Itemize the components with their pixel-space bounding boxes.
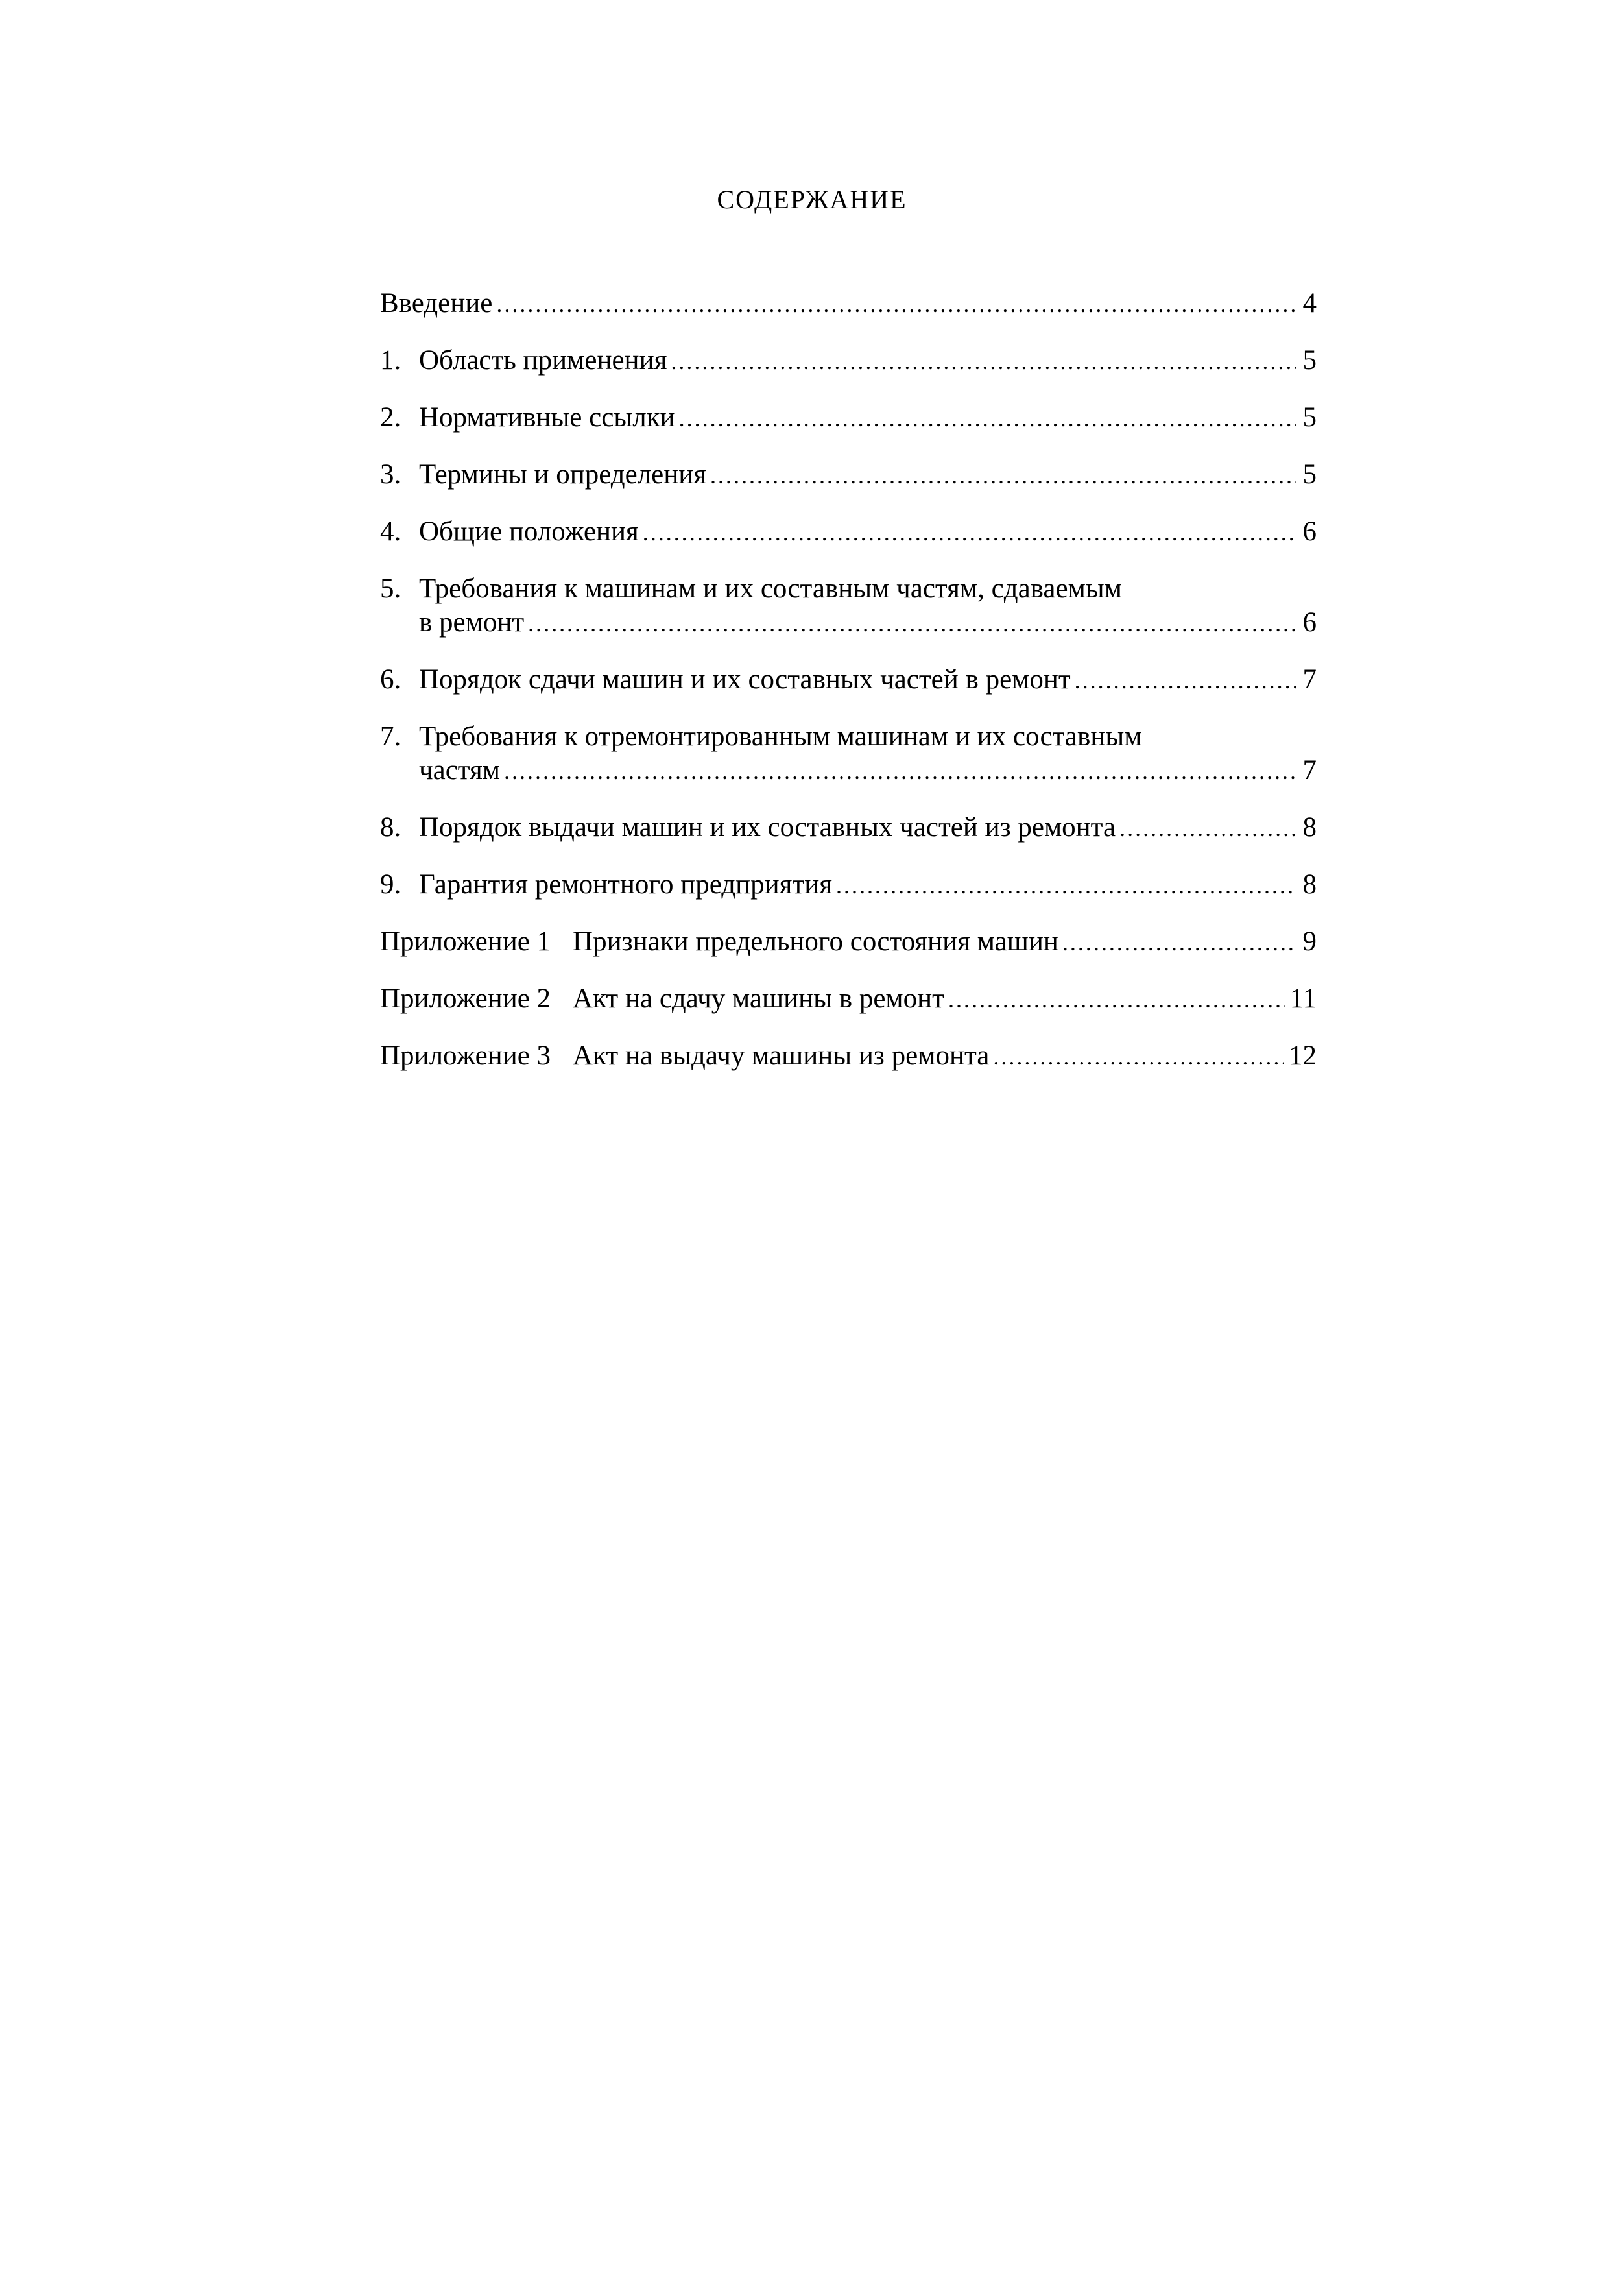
toc-entry-title: Гарантия ремонтного предприятия [419,869,833,900]
toc-entry-6[interactable] [380,663,1317,697]
toc-entry-appendix-1[interactable] [380,925,1317,959]
toc-appendix-label: Приложение 2 [380,983,551,1014]
toc-entry-number: 9. [380,869,401,900]
toc-entry-7[interactable] [380,720,1317,788]
toc-entry-title: Область применения [419,345,667,376]
toc-page-number: 5 [1302,402,1317,433]
toc-entry-2[interactable] [380,401,1317,435]
toc-entry-title: Введение [380,288,493,319]
toc-appendix-label: Приложение 3 [380,1040,551,1071]
dot-leader [948,983,1285,1016]
toc-entry-number: 1. [380,345,401,376]
toc-entry-appendix-3[interactable] [380,1039,1317,1074]
toc-page-number: 7 [1302,755,1317,786]
toc-entry-1[interactable] [380,344,1317,378]
toc-entry-appendix-2[interactable] [380,982,1317,1016]
toc-entry-title: Признаки предельного состояния машин [573,926,1058,957]
toc-page-number: 6 [1302,607,1317,638]
toc-entry-title: Термины и определения [419,459,707,490]
toc-page-number: 6 [1302,516,1317,547]
toc-entry-title: Требования к машинам и их составным частям, сдаваемым [419,573,1122,604]
toc-page-number: 5 [1302,459,1317,490]
toc-entry-title: Порядок выдачи машин и их составных частей из ремонта [419,812,1116,843]
toc-entry-title: Требования к отремонтированным машинам и их составным [419,721,1142,752]
toc-page-number: 8 [1302,812,1317,843]
toc-entry-title: Акт на выдачу машины из ремонта [573,1040,990,1071]
toc-entry-title-continuation: частям [419,755,501,786]
toc-entry-8[interactable] [380,811,1317,845]
toc-entry-4[interactable] [380,515,1317,549]
table-of-contents [380,287,1317,1074]
toc-page-number: 5 [1302,345,1317,376]
dot-leader [836,869,1296,902]
toc-page-number: 9 [1302,926,1317,957]
toc-entry-title: Акт на сдачу машины в ремонт [573,983,944,1014]
toc-entry-9[interactable] [380,868,1317,902]
toc-entry-number: 4. [380,516,401,547]
toc-entry-number: 5. [380,573,401,604]
toc-page-number: 12 [1289,1040,1317,1071]
dot-leader [710,459,1296,492]
page-title: СОДЕРЖАНИЕ [717,185,907,214]
toc-entry-number: 7. [380,721,401,752]
dot-leader [528,607,1296,640]
toc-entry-number: 6. [380,664,401,695]
toc-appendix-label: Приложение 1 [380,926,551,957]
toc-page-number: 4 [1302,288,1317,319]
toc-entry-number: 8. [380,812,401,843]
dot-leader [496,287,1296,321]
toc-entry-title: Нормативные ссылки [419,402,675,433]
dot-leader [1062,926,1296,959]
toc-entry-number: 2. [380,402,401,433]
toc-entry-3[interactable] [380,458,1317,492]
dot-leader [504,754,1296,788]
dot-leader [993,1040,1284,1074]
toc-page-number: 7 [1302,664,1317,695]
dot-leader [679,402,1296,435]
dot-leader [1119,811,1296,845]
toc-entry-5[interactable] [380,572,1317,640]
dot-leader [643,516,1296,549]
toc-entry-number: 3. [380,459,401,490]
toc-page-number: 11 [1289,983,1317,1014]
toc-entry-introduction[interactable] [380,287,1317,321]
toc-entry-title-continuation: в ремонт [419,607,525,638]
dot-leader [1075,664,1296,697]
toc-page-number: 8 [1302,869,1317,900]
toc-entry-title: Порядок сдачи машин и их составных частей в ремонт [419,664,1071,695]
toc-entry-title: Общие положения [419,516,639,547]
dot-leader [671,344,1296,378]
